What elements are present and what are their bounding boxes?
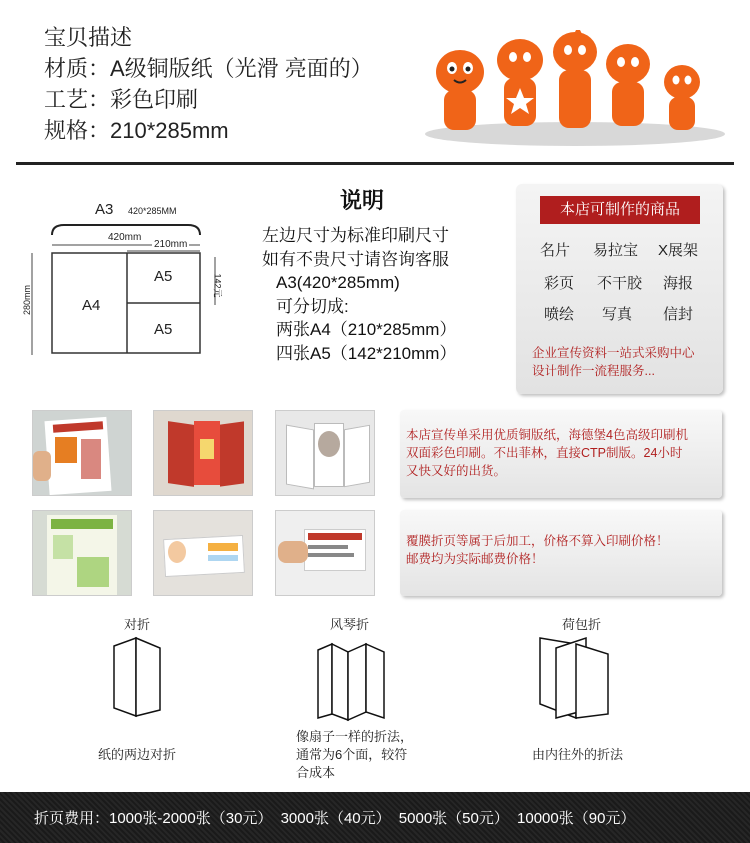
accordion-fold-illustration [314, 640, 390, 724]
a5-bottom-label: A5 [154, 321, 173, 338]
printing-note-line: 本店宣传单采用优质铜版纸，海德堡4色高级印刷机 [406, 428, 688, 442]
explanation-title: 说明 [340, 188, 385, 213]
fold-accordion-title: 风琴折 [330, 617, 370, 632]
explanation-line-3: A3(420*285mm) [276, 273, 400, 292]
explanation-text [262, 224, 456, 365]
half-width-label: 210mm [154, 239, 188, 250]
product-item: 不干胶 [597, 275, 643, 292]
paper-size-diagram [20, 195, 255, 365]
explanation-line-1: 左边尺寸为标准印刷尺寸 [262, 226, 449, 245]
product-item: 写真 [602, 306, 633, 323]
pocket-fold-illustration [536, 634, 614, 724]
info-process: 工艺：彩色印刷 [44, 87, 199, 112]
fold-pocket-caption: 由内往外的折法 [532, 747, 624, 762]
fold-double-caption: 纸的两边对折 [98, 747, 177, 762]
a3-label: A3 [95, 201, 114, 218]
sample-photo-card-hand [275, 510, 375, 596]
fold-accordion-caption [296, 728, 413, 782]
explanation-line-2: 如有不贵尺寸请咨询客服 [262, 249, 449, 269]
sample-photo-open-brochure [153, 510, 253, 596]
products-note [532, 344, 695, 380]
height-label: 280mm [22, 284, 33, 316]
explanation-line-5: 两张A4（210*285mm） [276, 320, 457, 339]
mascot-group-image [420, 30, 730, 148]
product-item: 信封 [663, 306, 694, 323]
pricing-bar [0, 792, 750, 843]
fold-double-title: 对折 [124, 617, 151, 632]
product-item: 海报 [663, 275, 694, 292]
a4-label: A4 [82, 297, 101, 314]
printing-note-box [400, 410, 722, 498]
explanation-line-6: 四张A5（142*210mm） [276, 343, 457, 363]
fold-accordion-caption-line: 通常为6个面，较符 [296, 747, 408, 762]
sample-photo-green-brochure [32, 510, 132, 596]
sample-photo-trifold-white [275, 410, 375, 496]
explanation-line-4: 可分切成: [276, 296, 349, 316]
product-item: 易拉宝 [593, 242, 639, 259]
mascot-3 [553, 30, 597, 128]
fold-accordion-caption-line: 像扇子一样的折法， [296, 729, 414, 744]
header-divider [16, 162, 734, 165]
fold-accordion-caption-line: 合成本 [296, 765, 336, 780]
product-item: 喷绘 [544, 306, 575, 323]
double-fold-illustration [108, 636, 168, 720]
products-note-line: 企业宣传资料一站式采购中心 [532, 346, 695, 360]
products-panel [516, 184, 723, 394]
products-note-line: 设计制作一流程服务... [532, 364, 655, 378]
a3-size-label: 420*285MM [128, 206, 177, 216]
mascot-5 [664, 65, 700, 130]
side-label: 142元 [212, 273, 223, 298]
info-material: 材质：A级铜版纸（光滑 亮面的） [44, 56, 373, 81]
postage-note-line: 邮费均为实际邮费价格！ [406, 552, 544, 566]
pricing-text: 折页费用：1000张-2000张（30元） 3000张（40元） 5000张（50元） 10000张（90元） [34, 810, 636, 827]
postage-note-line: 覆膜折页等属于后加工，价格不算入印刷价格！ [406, 534, 669, 548]
printing-note-line: 又快又好的出货。 [406, 464, 507, 478]
a5-top-label: A5 [154, 268, 173, 285]
mascot-1 [436, 50, 484, 130]
info-heading: 宝贝描述 [44, 25, 133, 50]
product-item: 名片 [540, 242, 571, 259]
sample-photo-flyer-hand [32, 410, 132, 496]
products-title: 本店可制作的商品 [540, 196, 700, 224]
mascot-2 [497, 39, 543, 126]
product-item: 彩页 [544, 275, 575, 292]
mascot-4 [606, 44, 650, 126]
product-info [44, 22, 373, 146]
product-item: X展架 [658, 242, 699, 259]
printing-note-line: 双面彩色印刷。不出菲林，直接CTP制版。24小时 [406, 446, 683, 460]
info-size: 规格：210*285mm [44, 118, 229, 143]
fold-pocket-title: 荷包折 [562, 617, 602, 632]
width-label: 420mm [108, 232, 142, 243]
postage-note-box [400, 510, 722, 596]
sample-photo-trifold-red [153, 410, 253, 496]
